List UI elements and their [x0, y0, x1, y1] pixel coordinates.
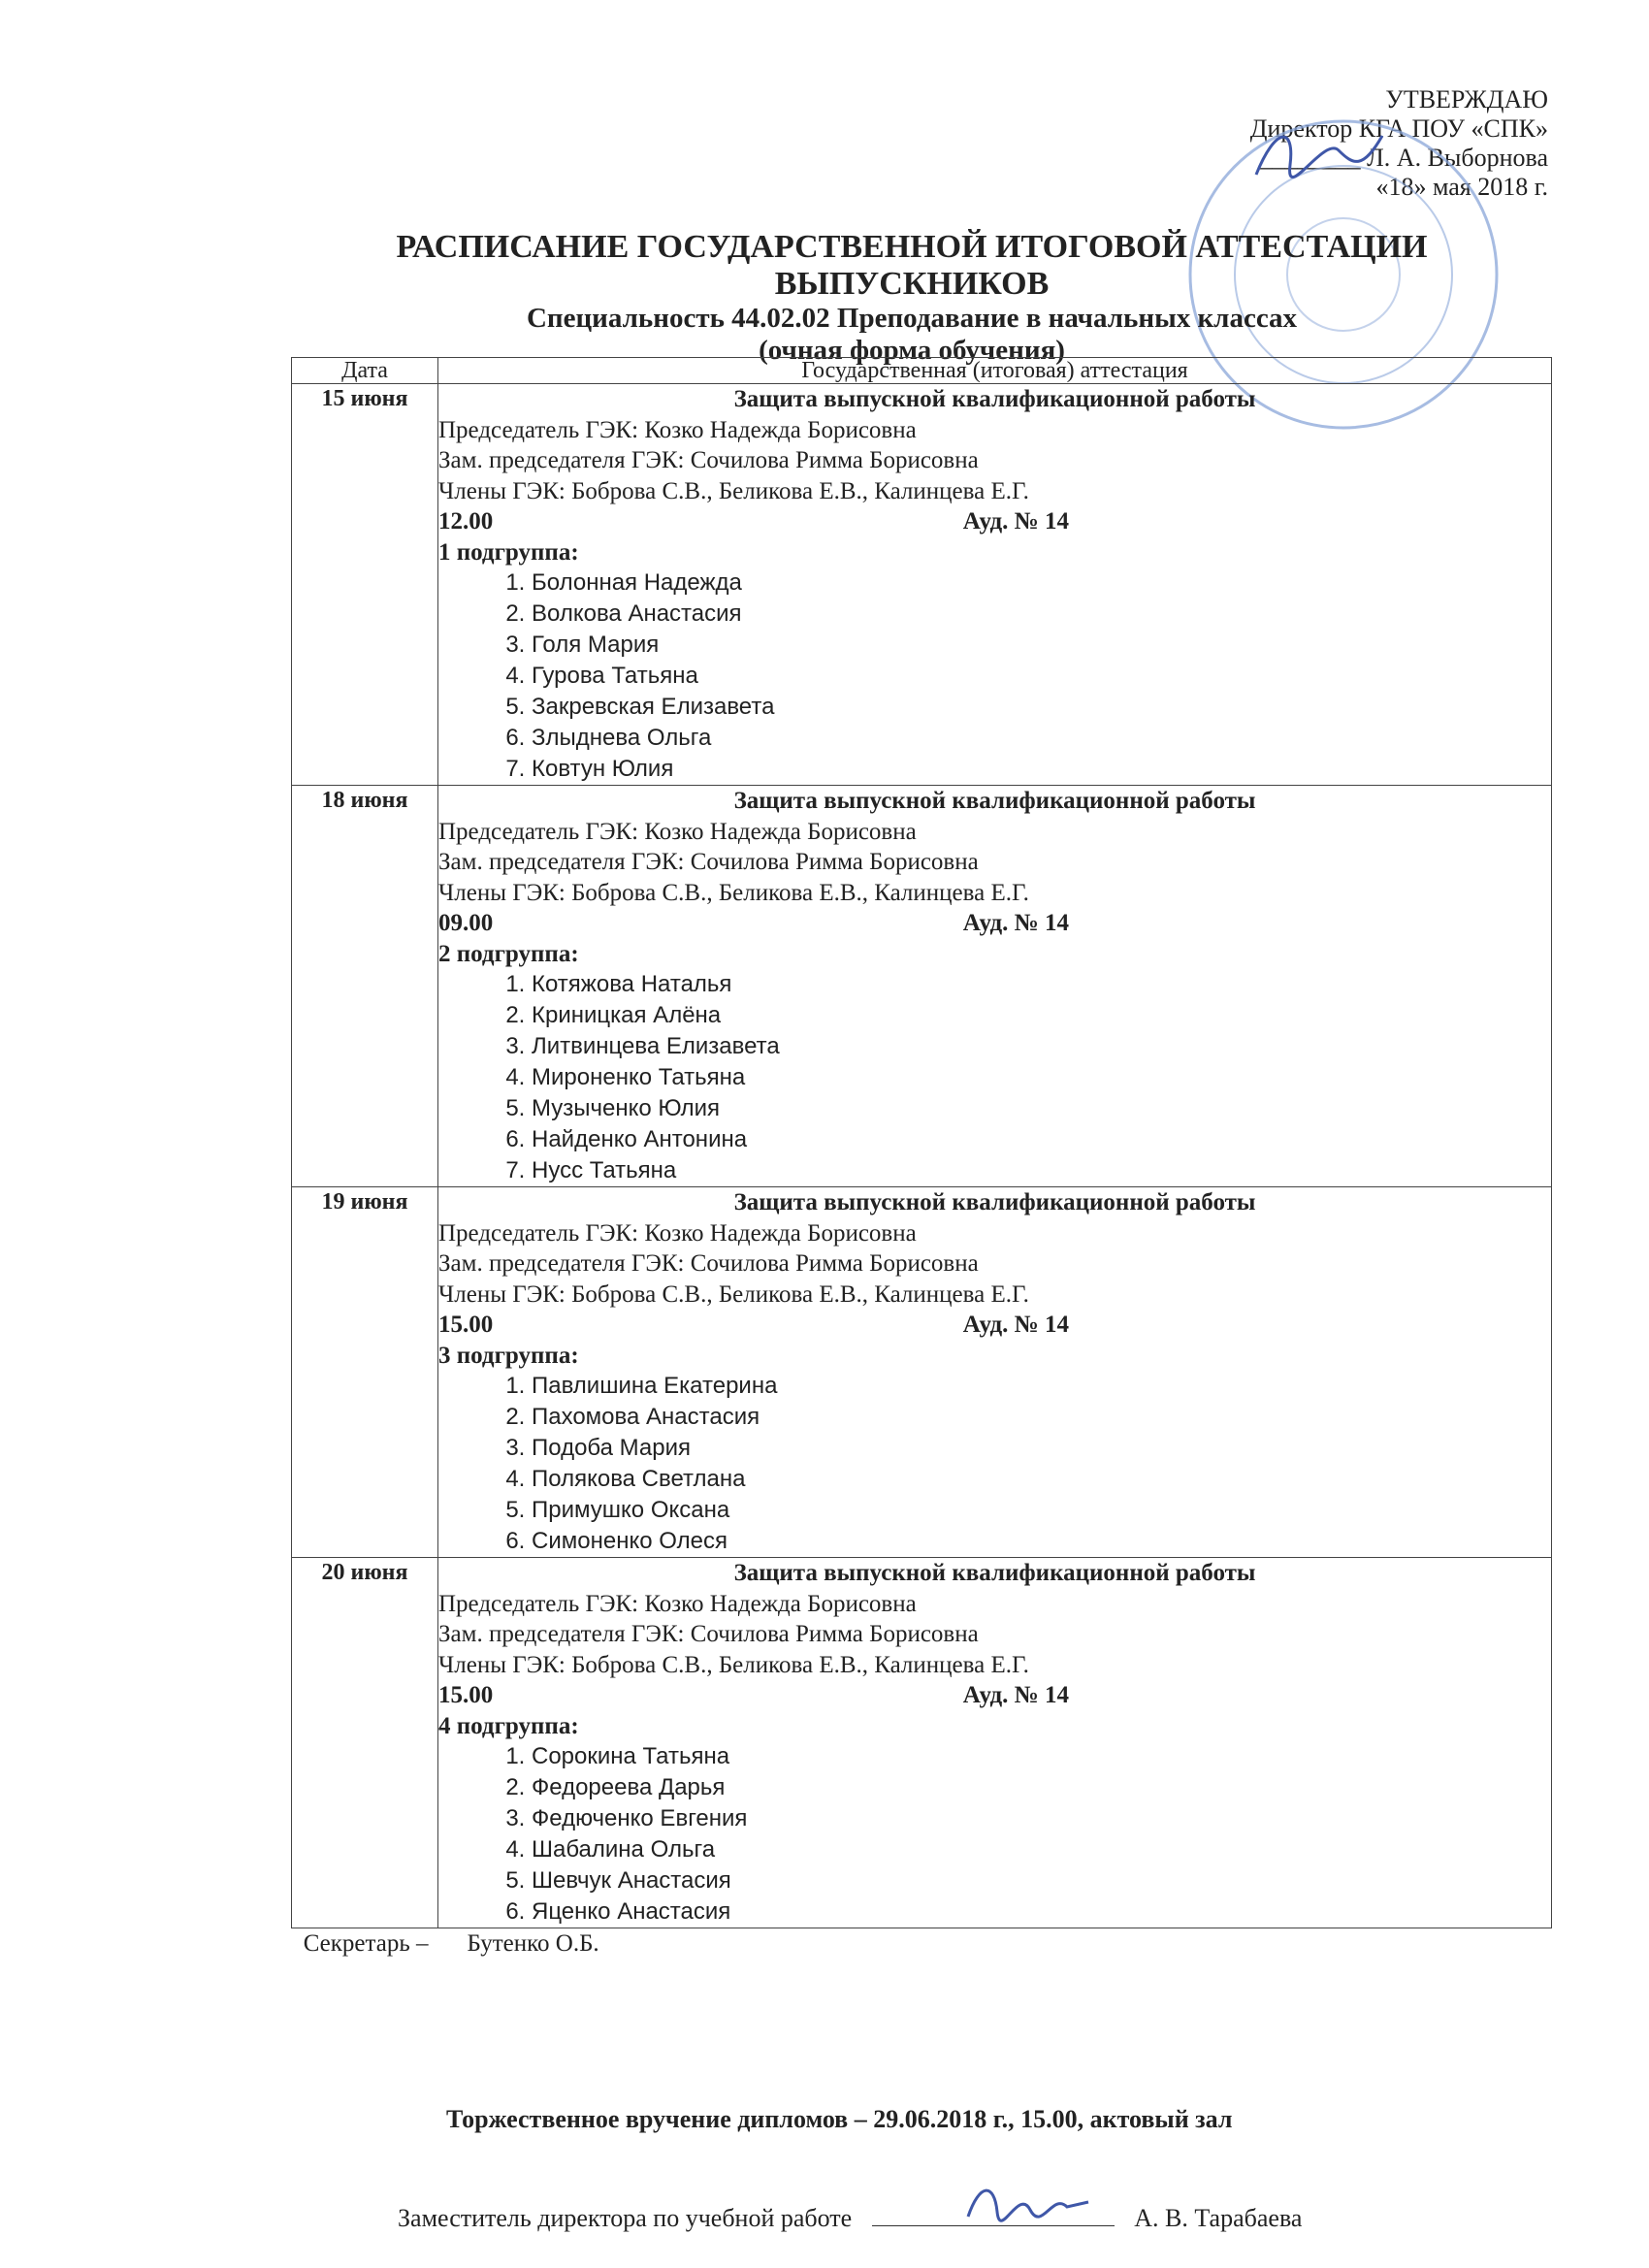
session-time-room: [438, 908, 1069, 939]
session-vice-chair: Зам. председателя ГЭК: Сочилова Римма Борисовна: [438, 849, 979, 875]
session-vice-chair: Зам. председателя ГЭК: Сочилова Римма Борисовна: [438, 447, 979, 473]
student-item: 6. Яценко Анастасия: [532, 1896, 1551, 1928]
student-item: 1. Сорокина Татьяна: [532, 1741, 1551, 1772]
student-item: 6. Найденко Антонина: [532, 1124, 1551, 1155]
header-attestation: Государственная (итоговая) аттестация: [438, 358, 1552, 384]
table-header-row: [292, 358, 1552, 384]
session-room: Ауд. № 14: [962, 508, 1069, 535]
student-item: 6. Злыднева Ольга: [532, 723, 1551, 754]
session-subgroup: 2 подгруппа:: [438, 940, 579, 967]
session-vice-chair: Зам. председателя ГЭК: Сочилова Римма Борисовна: [438, 1621, 979, 1647]
session-time: 12.00: [438, 508, 494, 535]
session-date: 18 июня: [292, 786, 438, 1187]
student-list: [438, 969, 1551, 1186]
session-members: Члены ГЭК: Боброва С.В., Беликова Е.В., Калинцева Е.Г.: [438, 477, 1029, 504]
student-item: 3. Голя Мария: [532, 630, 1551, 661]
secretary-row: [292, 1928, 1552, 1960]
deputy-signature: [960, 2173, 1096, 2231]
student-item: 7. Ковтун Юлия: [532, 754, 1551, 785]
session-time: 09.00: [438, 910, 494, 936]
session-row: [292, 384, 1552, 786]
deputy-label: Заместитель директора по учебной работе: [398, 2204, 853, 2232]
session-chair: Председатель ГЭК: Козко Надежда Борисовна: [438, 416, 917, 443]
session-room: Ауд. № 14: [962, 910, 1069, 936]
specialty-line: Специальность 44.02.02 Преподавание в начальных классах: [526, 303, 1298, 334]
session-title: Защита выпускной квалификационной работы: [733, 386, 1256, 412]
student-item: 5. Шевчук Анастасия: [532, 1865, 1551, 1896]
session-chair: Председатель ГЭК: Козко Надежда Борисовна: [438, 1219, 917, 1247]
session-row: [292, 786, 1552, 1187]
session-details: [438, 1558, 1552, 1928]
session-date: 19 июня: [292, 1187, 438, 1558]
session-details: [438, 786, 1552, 1187]
approval-heading: УТВЕРЖДАЮ: [1385, 85, 1548, 113]
student-item: 5. Музыченко Юлия: [532, 1093, 1551, 1124]
session-title: Защита выпускной квалификационной работы: [733, 1189, 1256, 1215]
approval-date: «18» мая 2018 г.: [1375, 173, 1548, 201]
session-time-room: [438, 1310, 1069, 1341]
secretary-label: Секретарь –: [303, 1930, 429, 1957]
student-item: 1. Павлишина Екатерина: [532, 1371, 1551, 1402]
session-title: Защита выпускной квалификационной работы: [733, 1560, 1256, 1586]
session-date: 20 июня: [292, 1558, 438, 1928]
session-vice-chair: Зам. председателя ГЭК: Сочилова Римма Борисовна: [438, 1250, 979, 1277]
session-time-room: [438, 506, 1069, 537]
session-row: [292, 1558, 1552, 1928]
session-details: [438, 1187, 1552, 1558]
approval-signer: ________ Л. А. Выборнова: [1259, 144, 1548, 172]
session-title: Защита выпускной квалификационной работы: [733, 788, 1256, 814]
session-room: Ауд. № 14: [962, 1682, 1069, 1708]
student-item: 5. Примушко Оксана: [532, 1495, 1551, 1526]
session-subgroup: 3 подгруппа:: [438, 1342, 579, 1369]
student-item: 4. Гурова Татьяна: [532, 661, 1551, 692]
student-list: [438, 1371, 1551, 1557]
study-form-line: (очная форма обучения): [759, 335, 1065, 366]
student-item: 2. Волкова Анастасия: [532, 599, 1551, 630]
session-chair: Председатель ГЭК: Козко Надежда Борисовна: [438, 1590, 917, 1617]
student-item: 3. Подоба Мария: [532, 1433, 1551, 1464]
deputy-name: А. В. Тарабаева: [1134, 2204, 1303, 2232]
session-date: 15 июня: [292, 384, 438, 786]
student-item: 1. Котяжова Наталья: [532, 969, 1551, 1000]
student-item: 3. Литвинцева Елизавета: [532, 1031, 1551, 1062]
session-chair: Председатель ГЭК: Козко Надежда Борисовна: [438, 818, 917, 845]
session-row: [292, 1187, 1552, 1558]
session-members: Члены ГЭК: Боброва С.В., Беликова Е.В., Калинцева Е.Г.: [438, 879, 1029, 906]
student-item: 5. Закревская Елизавета: [532, 692, 1551, 723]
schedule-table: [291, 357, 1552, 1960]
student-item: 4. Мироненко Татьяна: [532, 1062, 1551, 1093]
director-signature: [1246, 116, 1392, 194]
student-item: 4. Шабалина Ольга: [532, 1834, 1551, 1865]
session-subgroup: 1 подгруппа:: [438, 538, 579, 566]
session-details: [438, 384, 1552, 786]
session-time: 15.00: [438, 1682, 494, 1708]
student-item: 2. Криницкая Алёна: [532, 1000, 1551, 1031]
session-subgroup: 4 подгруппа:: [438, 1712, 579, 1739]
header-date: Дата: [292, 358, 438, 384]
student-list: [438, 1741, 1551, 1928]
student-item: 2. Пахомова Анастасия: [532, 1402, 1551, 1433]
student-list: [438, 567, 1551, 785]
secretary-name: Бутенко О.Б.: [467, 1930, 599, 1957]
diploma-ceremony: Торжественное вручение дипломов – 29.06.2018 г., 15.00, актовый зал: [446, 2105, 1233, 2133]
student-item: 2. Федореева Дарья: [532, 1772, 1551, 1803]
student-item: 1. Болонная Надежда: [532, 567, 1551, 599]
deputy-signature-line: [398, 2204, 1302, 2233]
session-time-room: [438, 1680, 1069, 1711]
student-item: 7. Нусс Татьяна: [532, 1155, 1551, 1186]
approval-position: Директор КГА ПОУ «СПК»: [1249, 114, 1548, 143]
student-item: 4. Полякова Светлана: [532, 1464, 1551, 1495]
session-room: Ауд. № 14: [962, 1312, 1069, 1338]
document-title: РАСПИСАНИЕ ГОСУДАРСТВЕННОЙ ИТОГОВОЙ АТТЕСТАЦИИ ВЫПУСКНИКОВ: [396, 229, 1428, 302]
session-members: Члены ГЭК: Боброва С.В., Беликова Е.В., Калинцева Е.Г.: [438, 1280, 1029, 1308]
session-time: 15.00: [438, 1312, 494, 1338]
student-item: 6. Симоненко Олеся: [532, 1526, 1551, 1557]
session-members: Члены ГЭК: Боброва С.В., Беликова Е.В., Калинцева Е.Г.: [438, 1651, 1029, 1678]
student-item: 3. Федюченко Евгения: [532, 1803, 1551, 1834]
